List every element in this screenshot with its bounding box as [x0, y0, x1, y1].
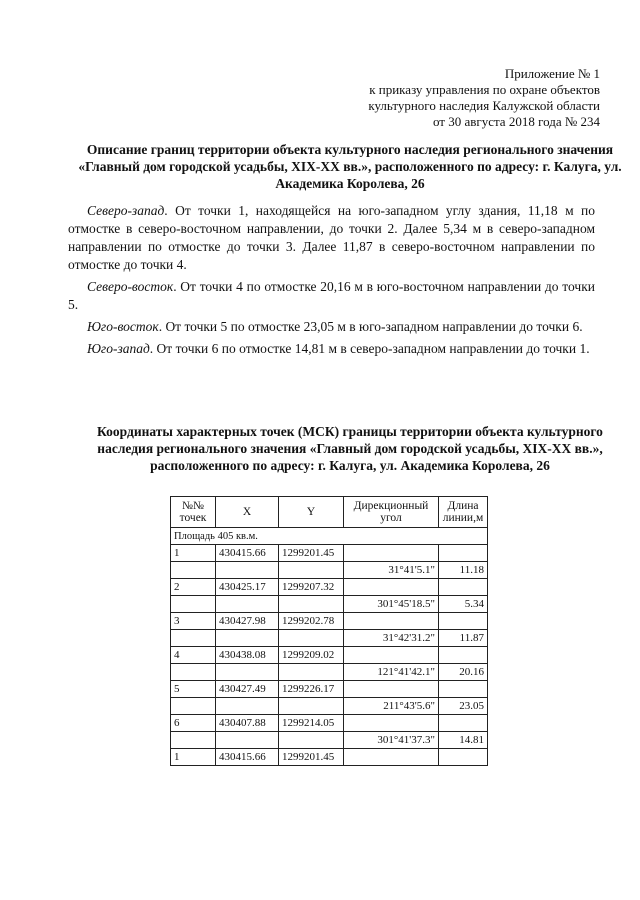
table-row — [171, 596, 488, 613]
area-cell: Площадь 405 кв.м. — [171, 528, 488, 545]
y-cell: 1299201.45 — [279, 545, 344, 562]
x-cell — [216, 698, 279, 715]
table-header-row — [171, 497, 488, 528]
header-y: Y — [279, 497, 344, 528]
paragraph-text: . От точки 6 по отмостке 14,81 м в северо-западном направлении до точки 1. — [149, 341, 590, 356]
length-cell: 11.18 — [439, 562, 488, 579]
point-cell: 2 — [171, 579, 216, 596]
point-cell: 3 — [171, 613, 216, 630]
angle-cell: 211°43'5.6" — [344, 698, 439, 715]
angle-cell: 31°41'5.1" — [344, 562, 439, 579]
boundary-description — [68, 202, 595, 362]
length-cell — [439, 545, 488, 562]
angle-cell — [344, 749, 439, 766]
angle-cell — [344, 545, 439, 562]
point-cell — [171, 732, 216, 749]
appendix-line-3: культурного наследия Калужской области — [368, 98, 600, 113]
y-cell — [279, 562, 344, 579]
x-cell: 430427.98 — [216, 613, 279, 630]
length-cell — [439, 681, 488, 698]
y-cell — [279, 732, 344, 749]
table-row — [171, 613, 488, 630]
length-cell: 14.81 — [439, 732, 488, 749]
x-cell — [216, 664, 279, 681]
table-row — [171, 545, 488, 562]
y-cell: 1299201.45 — [279, 749, 344, 766]
direction-label: Северо-запад — [87, 203, 165, 218]
paragraph-text: . От точки 1, находящейся на юго-западном углу здания, 11,18 м по отмостке в северо-восточном направлении, до точки 2. Далее 5,34 м в северо-западном направлении по отмостке до точки 3. Далее 11,87 в северо-восточном направлении по отмостке до точки 4. — [68, 203, 595, 272]
y-cell: 1299226.17 — [279, 681, 344, 698]
length-cell — [439, 647, 488, 664]
paragraph-southwest — [68, 340, 595, 358]
header-length: Длина линии,м — [439, 497, 488, 528]
x-cell — [216, 732, 279, 749]
length-cell: 11.87 — [439, 630, 488, 647]
length-cell: 20.16 — [439, 664, 488, 681]
y-cell — [279, 630, 344, 647]
header-x: X — [216, 497, 279, 528]
point-cell — [171, 630, 216, 647]
angle-cell — [344, 681, 439, 698]
point-cell: 6 — [171, 715, 216, 732]
appendix-header — [368, 66, 600, 130]
y-cell — [279, 698, 344, 715]
table-row — [171, 681, 488, 698]
x-cell — [216, 630, 279, 647]
length-cell — [439, 749, 488, 766]
paragraph-text: . От точки 4 по отмостке 20,16 м в юго-восточном направлении до точки 5. — [68, 279, 595, 312]
x-cell: 430427.49 — [216, 681, 279, 698]
header-point: №№ точек — [171, 497, 216, 528]
table-row — [171, 579, 488, 596]
paragraph-northeast — [68, 278, 595, 314]
x-cell — [216, 562, 279, 579]
appendix-line-4: от 30 августа 2018 года № 234 — [432, 114, 600, 129]
boundary-description-title: Описание границ территории объекта культурного наследия регионального значения «Главный дом городской усадьбы, XIX-XX вв.», расположенного по адресу: г. Калуга, ул. Академика Королева, 26 — [78, 142, 622, 191]
point-cell: 1 — [171, 749, 216, 766]
table-row — [171, 749, 488, 766]
length-cell — [439, 579, 488, 596]
length-cell: 5.34 — [439, 596, 488, 613]
y-cell — [279, 664, 344, 681]
point-cell — [171, 596, 216, 613]
x-cell: 430425.17 — [216, 579, 279, 596]
angle-cell: 301°45'18.5" — [344, 596, 439, 613]
direction-label: Юго-восток — [87, 319, 159, 334]
area-row — [171, 528, 488, 545]
point-cell: 5 — [171, 681, 216, 698]
paragraph-northwest — [68, 202, 595, 274]
y-cell: 1299214.05 — [279, 715, 344, 732]
table-row — [171, 630, 488, 647]
paragraph-southeast — [68, 318, 595, 336]
x-cell: 430407.88 — [216, 715, 279, 732]
appendix-line-2: к приказу управления по охране объектов — [369, 82, 600, 97]
point-cell: 4 — [171, 647, 216, 664]
y-cell — [279, 596, 344, 613]
y-cell: 1299207.32 — [279, 579, 344, 596]
angle-cell — [344, 647, 439, 664]
angle-cell: 121°41'42.1" — [344, 664, 439, 681]
x-cell: 430415.66 — [216, 749, 279, 766]
direction-label: Северо-восток — [87, 279, 174, 294]
angle-cell — [344, 715, 439, 732]
table-row — [171, 715, 488, 732]
y-cell: 1299209.02 — [279, 647, 344, 664]
point-cell — [171, 562, 216, 579]
coordinates-table — [170, 496, 488, 766]
point-cell — [171, 664, 216, 681]
table-row — [171, 664, 488, 681]
angle-cell — [344, 579, 439, 596]
table-row — [171, 732, 488, 749]
coordinates-title: Координаты характерных точек (МСК) границы территории объекта культурного наследия регионального значения «Главный дом городской усадьбы, XIX-XX вв.», расположенного по адресу: г. Калуга, ул. Академика Королева, 26 — [97, 424, 603, 473]
x-cell: 430438.08 — [216, 647, 279, 664]
x-cell — [216, 596, 279, 613]
paragraph-text: . От точки 5 по отмостке 23,05 м в юго-западном направлении до точки 6. — [158, 319, 583, 334]
length-cell — [439, 715, 488, 732]
x-cell: 430415.66 — [216, 545, 279, 562]
angle-cell: 31°42'31.2" — [344, 630, 439, 647]
point-cell — [171, 698, 216, 715]
point-cell: 1 — [171, 545, 216, 562]
appendix-line-1: Приложение № 1 — [504, 66, 600, 81]
header-angle: Дирекционный угол — [344, 497, 439, 528]
direction-label: Юго-запад — [87, 341, 150, 356]
table-row — [171, 647, 488, 664]
angle-cell — [344, 613, 439, 630]
table-row — [171, 698, 488, 715]
length-cell — [439, 613, 488, 630]
angle-cell: 301°41'37.3" — [344, 732, 439, 749]
length-cell: 23.05 — [439, 698, 488, 715]
y-cell: 1299202.78 — [279, 613, 344, 630]
table-row — [171, 562, 488, 579]
